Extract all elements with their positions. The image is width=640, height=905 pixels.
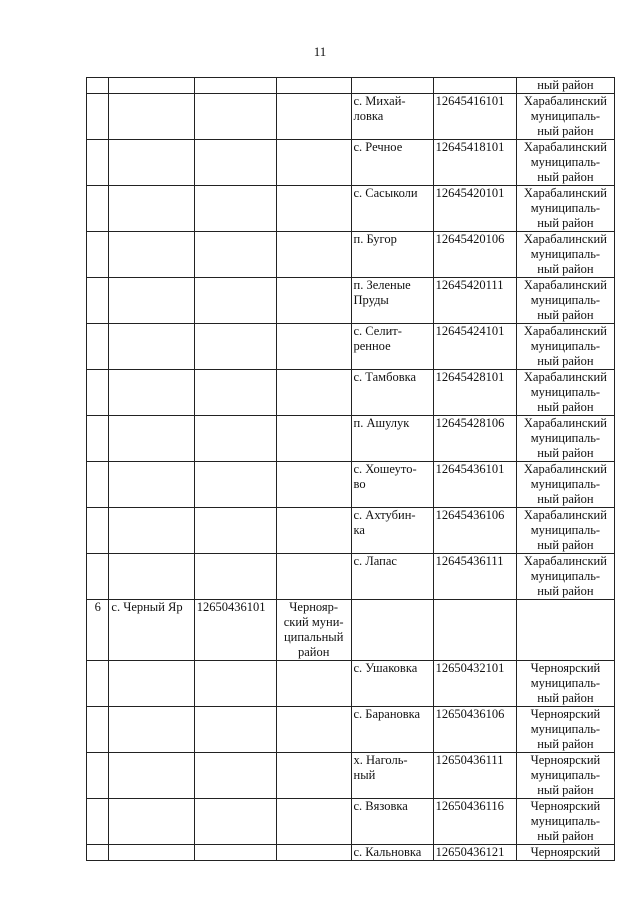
- table-row: [87, 186, 615, 232]
- municipality-cell: [276, 186, 351, 232]
- oktmo-code-cell: 12645436101: [433, 462, 516, 508]
- settlement-cell: [109, 140, 194, 186]
- table-row: [87, 416, 615, 462]
- locality-cell: [351, 78, 433, 94]
- settlement-code-cell: [194, 661, 276, 707]
- oktmo-code-cell: 12650436121: [433, 845, 516, 861]
- row-number-cell: [87, 508, 109, 554]
- settlement-code-cell: [194, 845, 276, 861]
- settlement-code-cell: [194, 416, 276, 462]
- oktmo-code-cell: 12645420106: [433, 232, 516, 278]
- settlement-cell: [109, 278, 194, 324]
- locality-cell: с. Кальновка: [351, 845, 433, 861]
- municipality-cell: [276, 140, 351, 186]
- municipality-cell: [276, 753, 351, 799]
- locality-cell: х. Наголь- ный: [351, 753, 433, 799]
- settlement-cell: [109, 753, 194, 799]
- table-row: [87, 707, 615, 753]
- municipality-cell: [276, 78, 351, 94]
- settlement-code-cell: [194, 554, 276, 600]
- district-cell: Харабалинский муниципаль- ный район: [516, 508, 614, 554]
- row-number-cell: [87, 661, 109, 707]
- table-row: [87, 661, 615, 707]
- settlement-code-cell: [194, 94, 276, 140]
- settlement-code-cell: [194, 186, 276, 232]
- district-cell: Черноярский муниципаль- ный район: [516, 753, 614, 799]
- municipality-cell: Чернояр- ский муни- ципальный район: [276, 600, 351, 661]
- oktmo-code-cell: 12645436111: [433, 554, 516, 600]
- settlement-code-cell: [194, 140, 276, 186]
- oktmo-code-cell: 12650436111: [433, 753, 516, 799]
- table-row: [87, 78, 615, 94]
- district-cell: [516, 600, 614, 661]
- municipality-cell: [276, 278, 351, 324]
- registry-table: [86, 77, 615, 861]
- district-cell: Харабалинский муниципаль- ный район: [516, 416, 614, 462]
- municipality-cell: [276, 707, 351, 753]
- district-cell: Харабалинский муниципаль- ный район: [516, 278, 614, 324]
- settlement-code-cell: [194, 370, 276, 416]
- settlement-cell: [109, 94, 194, 140]
- row-number-cell: [87, 416, 109, 462]
- settlement-code-cell: [194, 462, 276, 508]
- row-number-cell: [87, 554, 109, 600]
- oktmo-code-cell: 12650436106: [433, 707, 516, 753]
- page-number: 11: [313, 44, 327, 59]
- municipality-cell: [276, 508, 351, 554]
- table-row: [87, 554, 615, 600]
- settlement-cell: [109, 324, 194, 370]
- table-row: [87, 600, 615, 661]
- municipality-cell: [276, 324, 351, 370]
- table-row: [87, 753, 615, 799]
- locality-cell: с. Барановка: [351, 707, 433, 753]
- locality-cell: п. Ашулук: [351, 416, 433, 462]
- locality-cell: с. Ушаковка: [351, 661, 433, 707]
- row-number-cell: 6: [87, 600, 109, 661]
- municipality-cell: [276, 845, 351, 861]
- table-row: [87, 324, 615, 370]
- settlement-cell: [109, 508, 194, 554]
- row-number-cell: [87, 845, 109, 861]
- table-row: [87, 94, 615, 140]
- locality-cell: с. Вязовка: [351, 799, 433, 845]
- row-number-cell: [87, 707, 109, 753]
- district-cell: Харабалинский муниципаль- ный район: [516, 324, 614, 370]
- table-row: [87, 508, 615, 554]
- locality-cell: с. Речное: [351, 140, 433, 186]
- settlement-cell: [109, 370, 194, 416]
- row-number-cell: [87, 799, 109, 845]
- oktmo-code-cell: 12645416101: [433, 94, 516, 140]
- row-number-cell: [87, 278, 109, 324]
- locality-cell: п. Бугор: [351, 232, 433, 278]
- oktmo-code-cell: [433, 600, 516, 661]
- district-cell: Черноярский муниципаль- ный район: [516, 661, 614, 707]
- settlement-code-cell: [194, 78, 276, 94]
- district-cell: Харабалинский муниципаль- ный район: [516, 462, 614, 508]
- locality-cell: с. Тамбовка: [351, 370, 433, 416]
- settlement-cell: [109, 78, 194, 94]
- district-cell: ный район: [516, 78, 614, 94]
- oktmo-code-cell: 12645428106: [433, 416, 516, 462]
- table-row: [87, 232, 615, 278]
- municipality-cell: [276, 799, 351, 845]
- settlement-cell: [109, 845, 194, 861]
- locality-cell: с. Михай- ловка: [351, 94, 433, 140]
- table-row: [87, 140, 615, 186]
- table-row: [87, 278, 615, 324]
- settlement-code-cell: [194, 753, 276, 799]
- oktmo-code-cell: 12650432101: [433, 661, 516, 707]
- locality-cell: с. Селит- ренное: [351, 324, 433, 370]
- oktmo-code-cell: [433, 78, 516, 94]
- settlement-cell: [109, 799, 194, 845]
- municipality-cell: [276, 370, 351, 416]
- settlement-cell: [109, 186, 194, 232]
- row-number-cell: [87, 753, 109, 799]
- settlement-cell: с. Черный Яр: [109, 600, 194, 661]
- settlement-cell: [109, 232, 194, 278]
- settlement-cell: [109, 416, 194, 462]
- district-cell: Харабалинский муниципаль- ный район: [516, 232, 614, 278]
- settlement-code-cell: [194, 278, 276, 324]
- settlement-cell: [109, 707, 194, 753]
- district-cell: Черноярский муниципаль- ный район: [516, 799, 614, 845]
- row-number-cell: [87, 140, 109, 186]
- oktmo-code-cell: 12645420111: [433, 278, 516, 324]
- locality-cell: с. Лапас: [351, 554, 433, 600]
- settlement-code-cell: [194, 707, 276, 753]
- table-body: [87, 78, 615, 861]
- oktmo-code-cell: 12645418101: [433, 140, 516, 186]
- table-row: [87, 845, 615, 861]
- row-number-cell: [87, 462, 109, 508]
- row-number-cell: [87, 370, 109, 416]
- locality-cell: с. Сасыколи: [351, 186, 433, 232]
- settlement-code-cell: [194, 799, 276, 845]
- settlement-code-cell: [194, 324, 276, 370]
- settlement-cell: [109, 462, 194, 508]
- oktmo-code-cell: 12645424101: [433, 324, 516, 370]
- locality-cell: с. Хошеуто- во: [351, 462, 433, 508]
- row-number-cell: [87, 78, 109, 94]
- settlement-code-cell: [194, 232, 276, 278]
- locality-cell: [351, 600, 433, 661]
- row-number-cell: [87, 232, 109, 278]
- settlement-cell: [109, 661, 194, 707]
- settlement-cell: [109, 554, 194, 600]
- table-row: [87, 462, 615, 508]
- district-cell: Харабалинский муниципаль- ный район: [516, 94, 614, 140]
- table-row: [87, 799, 615, 845]
- settlement-code-cell: [194, 508, 276, 554]
- locality-cell: п. Зеленые Пруды: [351, 278, 433, 324]
- oktmo-code-cell: 12645420101: [433, 186, 516, 232]
- district-cell: Харабалинский муниципаль- ный район: [516, 554, 614, 600]
- oktmo-code-cell: 12650436116: [433, 799, 516, 845]
- row-number-cell: [87, 186, 109, 232]
- settlement-code-cell: 12650436101: [194, 600, 276, 661]
- municipality-cell: [276, 661, 351, 707]
- oktmo-code-cell: 12645428101: [433, 370, 516, 416]
- district-cell: Харабалинский муниципаль- ный район: [516, 370, 614, 416]
- municipality-cell: [276, 94, 351, 140]
- oktmo-code-cell: 12645436106: [433, 508, 516, 554]
- district-cell: Черноярский: [516, 845, 614, 861]
- locality-cell: с. Ахтубин- ка: [351, 508, 433, 554]
- district-cell: Харабалинский муниципаль- ный район: [516, 186, 614, 232]
- row-number-cell: [87, 324, 109, 370]
- table-row: [87, 370, 615, 416]
- municipality-cell: [276, 232, 351, 278]
- municipality-cell: [276, 554, 351, 600]
- district-cell: Харабалинский муниципаль- ный район: [516, 140, 614, 186]
- municipality-cell: [276, 462, 351, 508]
- row-number-cell: [87, 94, 109, 140]
- municipality-cell: [276, 416, 351, 462]
- district-cell: Черноярский муниципаль- ный район: [516, 707, 614, 753]
